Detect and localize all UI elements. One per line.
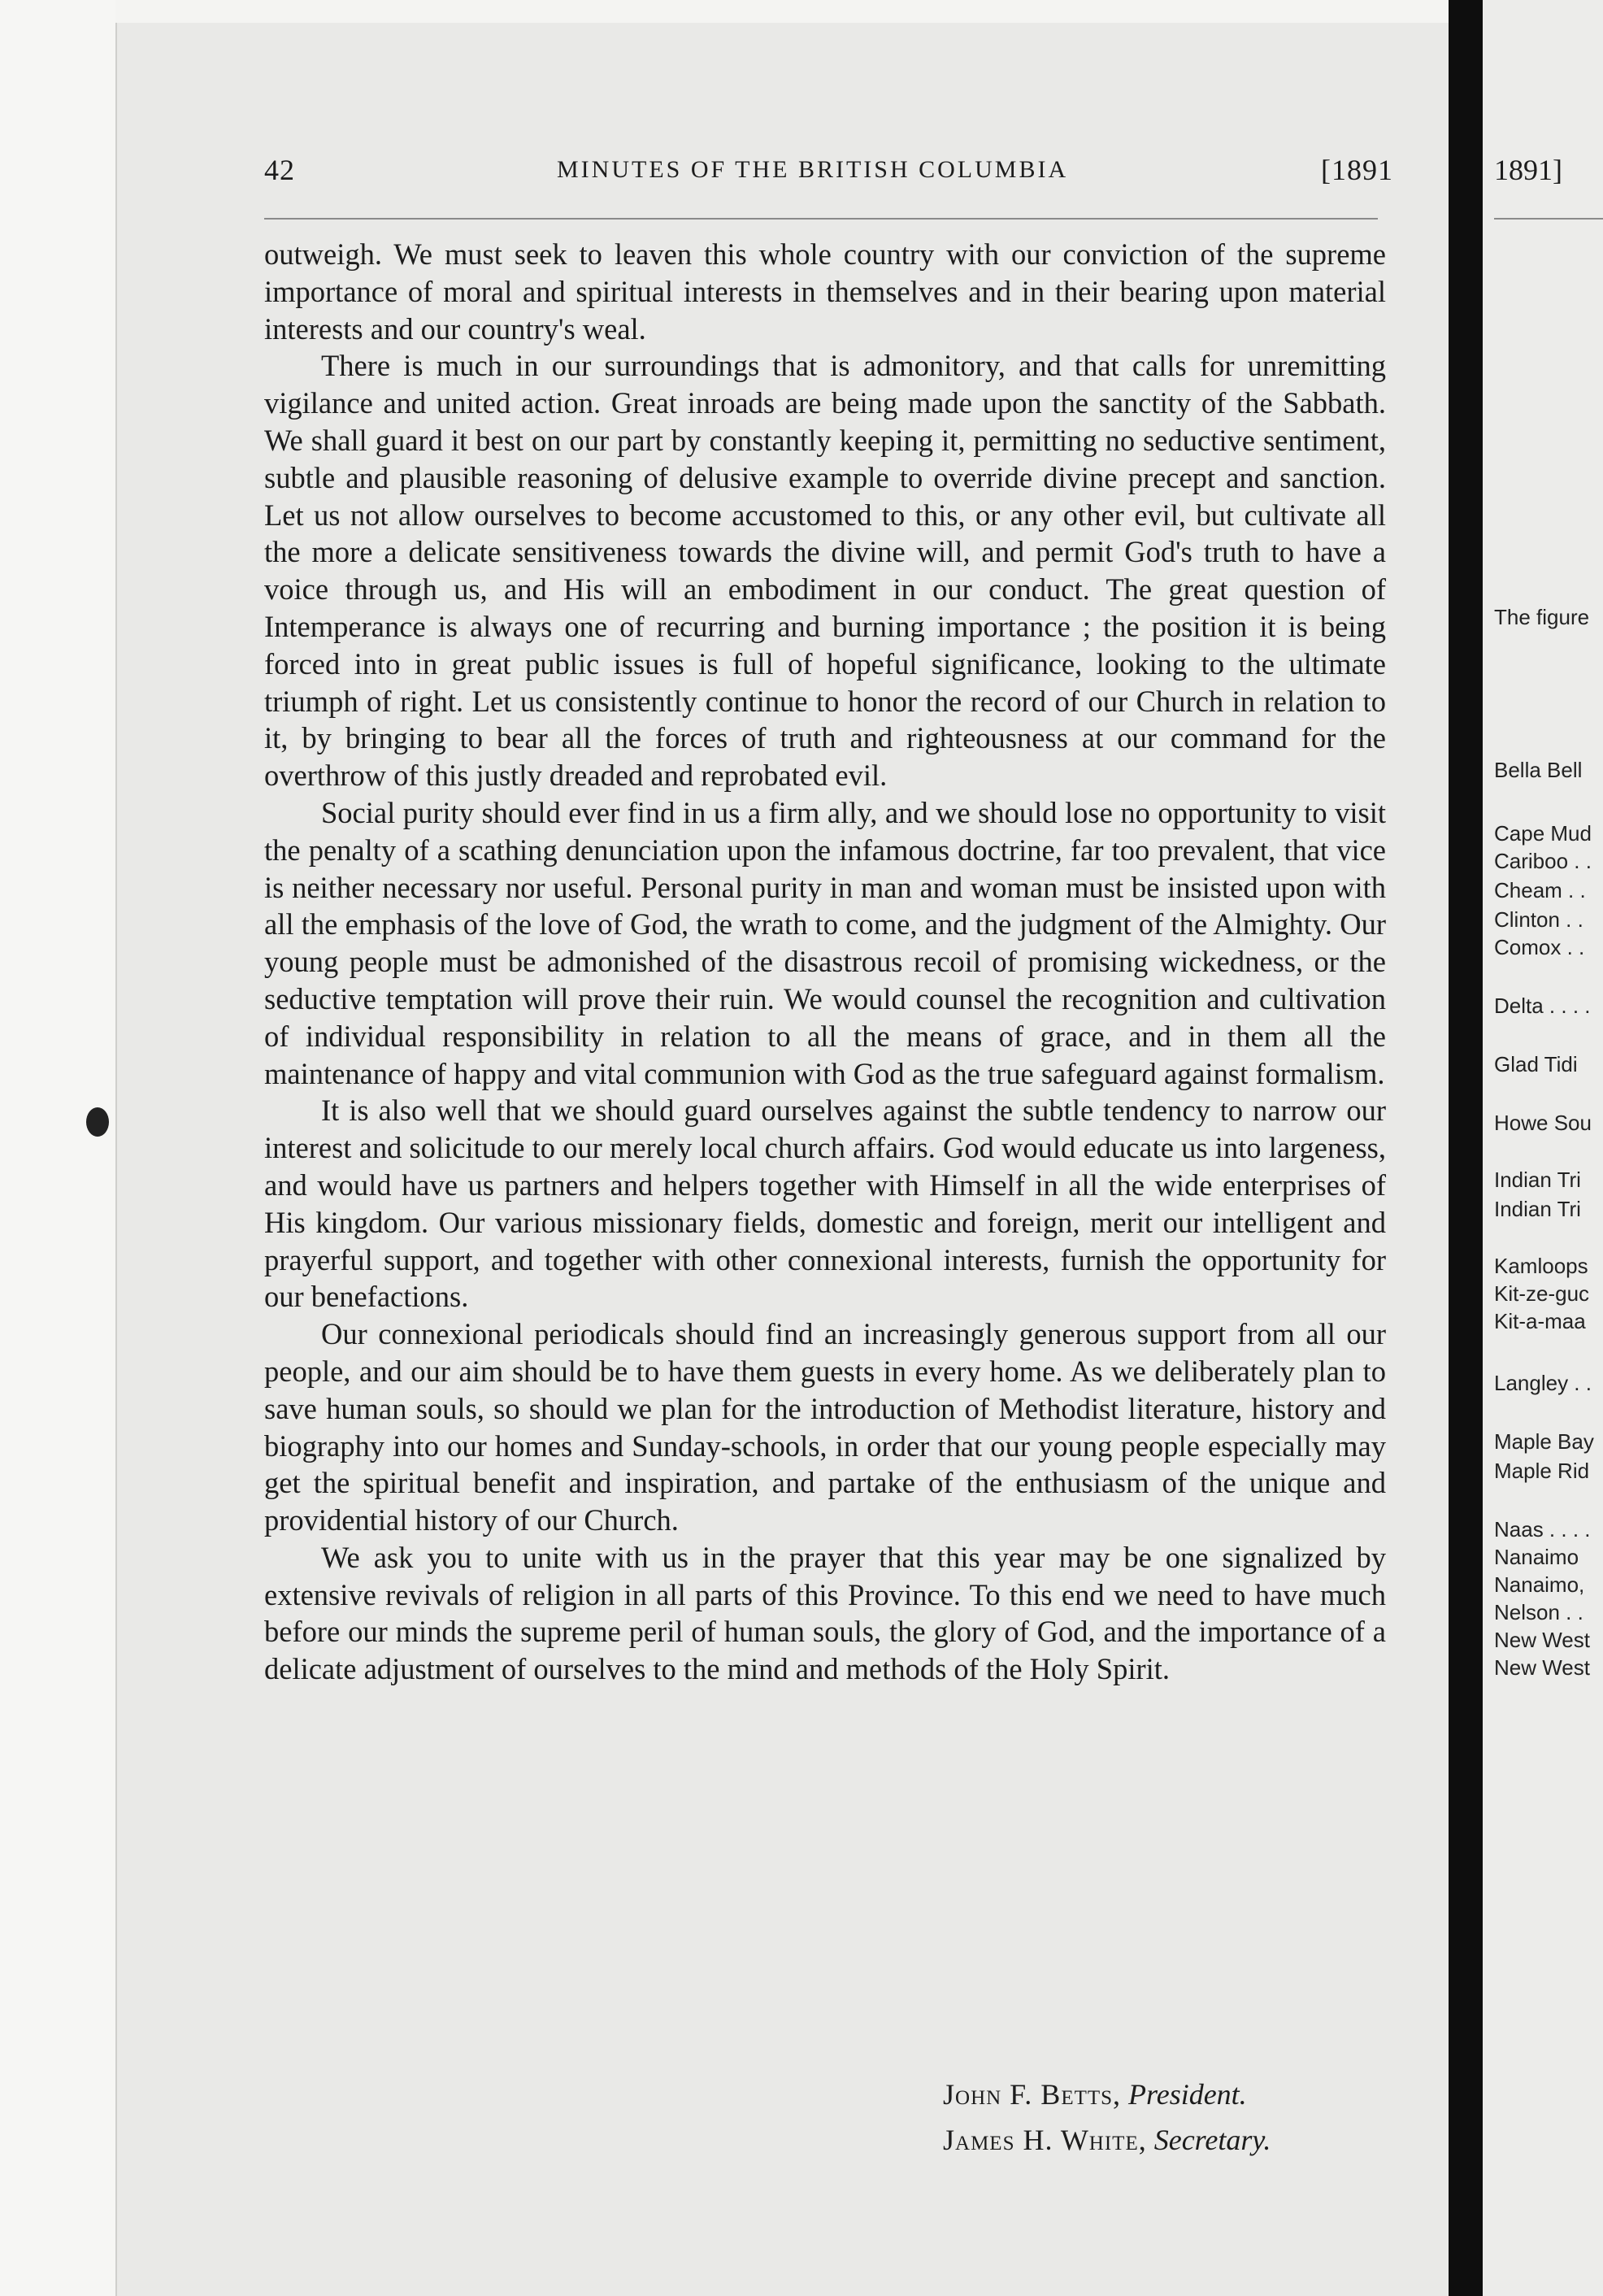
facing-page [1483, 0, 1603, 2296]
binding-gutter [1449, 0, 1483, 2296]
paragraph: We ask you to unite with us in the prayer that this year may be one signalized by extensive revivals of religion in all parts of this Province. To this end we need to have much before our minds the supreme peril of human souls, the glory of God, and the importance of a delicate adjustment of ourselves to the mind and methods of the Holy Spirit. [264, 1540, 1386, 1686]
facing-page-item: Clinton . . [1494, 907, 1583, 932]
paragraph: Our connexional periodicals should find an increasingly generous support from all our people, and our aim should be to have them guests in every home. As we deliberately plan to save human souls, so should we plan for the introduction of Methodist literature, history and biography into our homes and Sunday-schools, in order that our young people especially may get the spiritual benefit and inspiration, and partake of the enthusiasm of the unique and providential history of our Church. [264, 1317, 1386, 1537]
facing-page-item: Indian Tri [1494, 1197, 1581, 1221]
paragraph: There is much in our surroundings that is admonitory, and that calls for unremitting vigilance and united action. Great inroads are being made upon the sanctity of the Sabbath. We shall guard it best on our part by constantly keeping it, permitting no seductive sentiment, subtle and plausible reasoning of delusive example to override divine precept and sanction. Let us not allow ourselves to become accustomed to this, or any other evil, but cultivate all the more a delicate sensitiveness towards the divine will, and permit God's truth to have a voice through us, and His will an embodiment in our conduct. The great question of Intemperance is always one of recurring and burning importance ; the position it is being forced into in great public issues is full of hopeful significance, looking to the ultimate triumph of right. Let us consistently continue to honor the record of our Church in relation to it, by bringing to bear all the forces of truth and righteousness at our command for the overthrow of this justly dreaded and reprobated evil. [264, 349, 1386, 793]
facing-page-item: The figure [1494, 605, 1590, 629]
facing-page-item: New West [1494, 1628, 1590, 1652]
facing-page-item: Maple Bay [1494, 1429, 1594, 1454]
paragraph: Social purity should ever find in us a firm ally, and we should lose no opportunity to visit the penalty of a scathing denunciation upon the infamous doctrine, far too prevalent, that vice is neither necessary nor useful. Personal purity in man and woman must be insisted upon with all the emphasis of the love of God, the wrath to come, and the judgment of the Almighty. Our young people must be admonished of the disastrous recoil of promising wickedness, or the seductive temptation will prove their ruin. We would counsel the recognition and cultivation of individual responsibility in relation to all the means of grace, and in them all the maintenance of happy and vital communion with God as the true safeguard against formalism. [264, 795, 1386, 1090]
facing-page-item: Cheam . . [1494, 878, 1586, 902]
body-text [264, 236, 1386, 1688]
facing-page-item: Nanaimo [1494, 1545, 1579, 1569]
facing-page-year: 1891] [1494, 154, 1562, 186]
header-year: [1891 [1321, 154, 1393, 186]
facing-page-item: Bella Bell [1494, 758, 1583, 782]
facing-page-item: Maple Rid [1494, 1459, 1590, 1483]
facing-page-item: Howe Sou [1494, 1111, 1592, 1135]
signatory-name: James H. White, [943, 2124, 1147, 2156]
facing-page-item: Nelson . . [1494, 1600, 1583, 1624]
facing-page-item: Glad Tidi [1494, 1052, 1578, 1076]
facing-page-rule [1494, 218, 1603, 220]
facing-page-item: Nanaimo, [1494, 1572, 1585, 1597]
signatory-role: Secretary. [1153, 2124, 1271, 2156]
signatory-role: President. [1128, 2078, 1247, 2111]
header-rule [264, 218, 1378, 220]
signatory-name: John F. Betts, [943, 2078, 1122, 2111]
facing-page-item: Cariboo . . [1494, 849, 1592, 873]
left-margin [0, 0, 115, 2296]
facing-page-item: Kit-ze-guc [1494, 1281, 1590, 1306]
paragraph: outweigh. We must seek to leaven this whole country with our conviction of the supreme importance of moral and spiritual interests in themselves and in their bearing upon material interests and our country's weal. [264, 237, 1386, 346]
paragraph: It is also well that we should guard ourselves against the subtle tendency to narrow our interest and solicitude to our merely local church affairs. God would educate us into largeness, and would have us partners and helpers together with Himself in all the wide enterprises of His kingdom. Our various missionary fields, domestic and foreign, merit our intelligent and prayerful support, and together with other connexional interests, furnish the opportunity for our benefactions. [264, 1094, 1386, 1314]
signature-line [943, 2072, 1398, 2117]
scan-mark [86, 1107, 109, 1137]
page-header [150, 153, 1393, 202]
signature-block [943, 2072, 1398, 2163]
facing-page-item: Kit-a-maa [1494, 1309, 1586, 1333]
facing-page-item: Naas . . . . [1494, 1517, 1591, 1542]
facing-page-item: Kamloops [1494, 1254, 1588, 1278]
facing-page-item: Comox . . [1494, 935, 1585, 959]
facing-page-item: Indian Tri [1494, 1168, 1581, 1192]
running-title: MINUTES OF THE BRITISH COLUMBIA [557, 156, 1069, 183]
facing-page-item: Langley . . [1494, 1371, 1592, 1395]
page-number: 42 [264, 154, 295, 186]
facing-page-item: Cape Mud [1494, 821, 1592, 846]
facing-page-item: Delta . . . . [1494, 994, 1591, 1018]
facing-page-item: New West [1494, 1655, 1590, 1680]
signature-line [943, 2117, 1398, 2163]
